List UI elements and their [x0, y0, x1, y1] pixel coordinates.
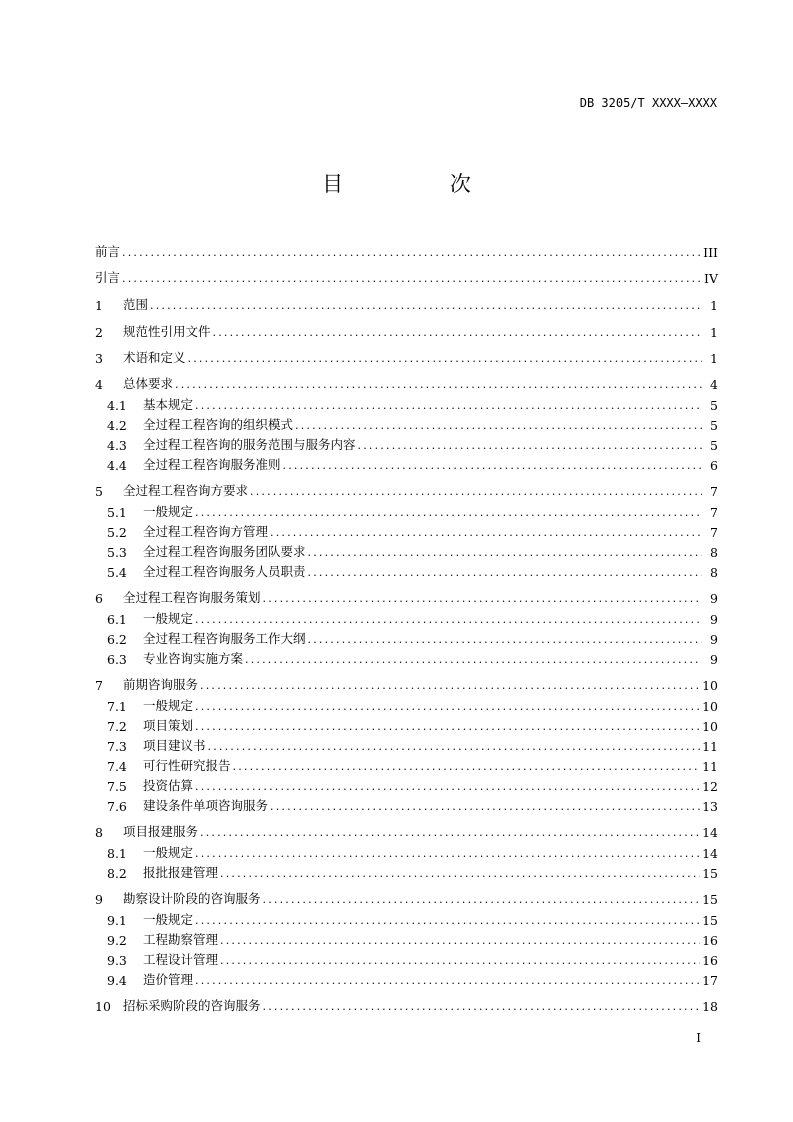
toc-entry-title: 建设条件单项咨询服务	[143, 798, 269, 813]
toc-entry-title: 全过程工程咨询方要求	[123, 483, 249, 498]
toc-entry-title: 规范性引用文件	[123, 324, 211, 339]
toc-entry-number: 8.1	[107, 846, 127, 861]
toc-entry-number: 7.4	[107, 759, 127, 774]
toc-entry-title: 基本规定	[143, 397, 194, 412]
toc-entry-page: 9	[710, 632, 718, 647]
toc-entry-title: 工程设计管理	[143, 952, 219, 967]
toc-entry-title: 项目建议书	[143, 738, 206, 753]
toc-entry[interactable]	[95, 322, 718, 340]
toc-entry-page: 10	[702, 719, 718, 734]
toc-entry[interactable]	[95, 481, 718, 499]
dot-leader	[270, 800, 700, 814]
toc-entry-title: 项目报建服务	[123, 824, 199, 839]
toc-entry[interactable]	[107, 649, 718, 667]
toc-entry[interactable]	[107, 776, 718, 794]
dot-leader	[308, 633, 702, 647]
toc-entry-number: 9.4	[107, 973, 127, 988]
toc-entry-number: 4.2	[107, 418, 127, 433]
toc-entry[interactable]	[95, 374, 718, 392]
toc-entry-number: 6.1	[107, 612, 127, 627]
toc-entry-title: 全过程工程咨询服务准则	[143, 457, 281, 472]
dot-leader	[188, 352, 702, 366]
toc-entry-title: 勘察设计阶段的咨询服务	[123, 891, 261, 906]
toc-entry-number: 8	[95, 825, 103, 840]
toc-entry-page: 17	[702, 973, 718, 988]
toc-entry-number: 7.2	[107, 719, 127, 734]
dot-leader	[195, 780, 700, 794]
toc-entry-number: 5	[95, 484, 103, 499]
toc-entry[interactable]	[95, 242, 718, 260]
toc-entry-number: 5.3	[107, 545, 127, 560]
toc-entry-title: 一般规定	[143, 611, 194, 626]
toc-entry-title: 项目策划	[143, 718, 194, 733]
dot-leader	[270, 526, 702, 540]
toc-entry-page: 5	[710, 398, 718, 413]
document-code: DB 3205/T XXXX—XXXX	[579, 96, 717, 110]
toc-entry-number: 5.4	[107, 565, 127, 580]
dot-leader	[295, 419, 702, 433]
toc-entry-title: 前期咨询服务	[123, 677, 199, 692]
toc-entry-number: 7.6	[107, 799, 127, 814]
toc-entry-page: 18	[702, 999, 718, 1014]
toc-entry-title: 引言	[95, 270, 121, 285]
toc-entry-title: 全过程工程咨询服务团队要求	[143, 544, 306, 559]
toc-entry-title: 专业咨询实施方案	[143, 651, 244, 666]
dot-leader	[195, 720, 700, 734]
dot-leader	[122, 272, 702, 286]
toc-entry-number: 7.1	[107, 699, 127, 714]
dot-leader	[195, 700, 700, 714]
toc-entry-page: 13	[702, 799, 718, 814]
toc-entry-number: 7.3	[107, 739, 127, 754]
dot-leader	[195, 613, 702, 627]
toc-entry[interactable]	[107, 455, 718, 473]
toc-entry-number: 8.2	[107, 866, 127, 881]
toc-entry-title: 全过程工程咨询方管理	[143, 524, 269, 539]
toc-entry-page: 7	[710, 484, 718, 499]
dot-leader	[263, 592, 702, 606]
toc-entry-page: 15	[702, 866, 718, 881]
toc-entry-page: 8	[710, 565, 718, 580]
dot-leader	[195, 399, 702, 413]
toc-entry-page: 1	[710, 351, 718, 366]
toc-entry[interactable]	[107, 910, 718, 928]
dot-leader	[208, 740, 701, 754]
toc-entry-title: 全过程工程咨询服务人员职责	[143, 564, 306, 579]
toc-entry-number: 4	[95, 377, 103, 392]
toc-entry-title: 报批报建管理	[143, 865, 219, 880]
toc-entry-number: 2	[95, 325, 103, 340]
page-number: I	[696, 1031, 701, 1045]
toc-entry-title: 投资估算	[143, 778, 194, 793]
toc-entry-page: 9	[710, 612, 718, 627]
toc-entry-number: 3	[95, 351, 103, 366]
toc-entry[interactable]	[107, 796, 718, 814]
toc-entry-page: 8	[710, 545, 718, 560]
dot-leader	[233, 760, 701, 774]
toc-entry[interactable]	[107, 522, 718, 540]
toc-title: 目 次	[322, 172, 521, 196]
toc-entry[interactable]	[107, 863, 718, 881]
toc-entry-number: 6	[95, 591, 103, 606]
toc-entry-page: 4	[710, 377, 718, 392]
dot-leader	[308, 546, 702, 560]
toc-entry-number: 9	[95, 892, 103, 907]
toc-entry-number: 9.3	[107, 953, 127, 968]
toc-entry-number: 6.3	[107, 652, 127, 667]
toc-entry[interactable]	[107, 716, 718, 734]
toc-entry-page: 10	[702, 699, 718, 714]
toc-entry-page: 9	[710, 591, 718, 606]
dot-leader	[200, 826, 700, 840]
toc-entry[interactable]	[95, 996, 718, 1014]
toc-entry[interactable]	[107, 950, 718, 968]
toc-entry[interactable]	[107, 542, 718, 560]
toc-entry[interactable]	[95, 268, 718, 286]
toc-entry[interactable]	[107, 970, 718, 988]
toc-entry-title: 全过程工程咨询服务策划	[123, 590, 261, 605]
toc-entry-number: 5.2	[107, 525, 127, 540]
toc-entry-title: 可行性研究报告	[143, 758, 231, 773]
toc-entry-page: 12	[702, 779, 718, 794]
toc-entry[interactable]	[107, 756, 718, 774]
toc-entry-page: 5	[710, 438, 718, 453]
toc-entry-page: 16	[702, 933, 718, 948]
toc-entry[interactable]	[107, 395, 718, 413]
toc-entry-title: 工程勘察管理	[143, 932, 219, 947]
toc-entry-number: 1	[95, 298, 103, 313]
dot-leader	[308, 566, 702, 580]
toc-entry-page: IV	[704, 271, 718, 286]
toc-entry-title: 全过程工程咨询服务工作大纲	[143, 631, 306, 646]
toc-entry[interactable]	[95, 822, 718, 840]
toc-entry-page: 5	[710, 418, 718, 433]
dot-leader	[122, 246, 701, 260]
toc-entry-number: 4.1	[107, 398, 127, 413]
toc-entry-page: 6	[710, 458, 718, 473]
toc-entry-title: 全过程工程咨询的服务范围与服务内容	[143, 437, 356, 452]
toc-entry[interactable]	[107, 609, 718, 627]
dot-leader	[245, 653, 702, 667]
toc-entry-page: 15	[702, 913, 718, 928]
toc-entry-number: 4.4	[107, 458, 127, 473]
toc-entry-title: 前言	[95, 244, 121, 259]
dot-leader	[220, 954, 700, 968]
toc-entry-number: 10	[95, 999, 111, 1014]
toc-entry-page: 1	[710, 298, 718, 313]
toc-entry-page: 9	[710, 652, 718, 667]
toc-entry-number: 9.2	[107, 933, 127, 948]
dot-leader	[175, 378, 702, 392]
toc-entry[interactable]	[107, 629, 718, 647]
dot-leader	[150, 299, 702, 313]
toc-entry[interactable]	[95, 889, 718, 907]
toc-entry-number: 6.2	[107, 632, 127, 647]
toc-entry-title: 范围	[123, 297, 149, 312]
toc-entry-number: 9.1	[107, 913, 127, 928]
dot-leader	[250, 485, 702, 499]
toc-entry[interactable]	[95, 348, 718, 366]
toc-entry-title: 术语和定义	[123, 350, 186, 365]
dot-leader	[263, 893, 701, 907]
dot-leader	[195, 974, 700, 988]
toc-entry-page: 14	[702, 846, 718, 861]
toc-entry[interactable]	[95, 295, 718, 313]
toc-entry[interactable]	[107, 435, 718, 453]
toc-entry-number: 7.5	[107, 779, 127, 794]
toc-entry-page: 11	[702, 759, 718, 774]
toc-entry-page: 7	[710, 505, 718, 520]
toc-entry-page: III	[703, 245, 718, 260]
toc-entry-number: 5.1	[107, 505, 127, 520]
dot-leader	[283, 459, 702, 473]
toc-entry-title: 一般规定	[143, 912, 194, 927]
dot-leader	[358, 439, 702, 453]
toc-entry[interactable]	[95, 588, 718, 606]
toc-entry-title: 总体要求	[123, 376, 174, 391]
toc-entry-page: 7	[710, 525, 718, 540]
toc-entry-number: 4.3	[107, 438, 127, 453]
dot-leader	[200, 679, 700, 693]
toc-entry-page: 10	[702, 678, 718, 693]
dot-leader	[195, 506, 702, 520]
dot-leader	[195, 914, 700, 928]
toc-entry-page: 1	[710, 325, 718, 340]
toc-entry-title: 一般规定	[143, 698, 194, 713]
toc-entry-page: 16	[702, 953, 718, 968]
toc-entry-page: 11	[702, 739, 718, 754]
toc-entry-title: 一般规定	[143, 504, 194, 519]
toc-entry-title: 一般规定	[143, 845, 194, 860]
toc-entry[interactable]	[107, 736, 718, 754]
toc-entry-title: 造价管理	[143, 972, 194, 987]
dot-leader	[263, 1000, 701, 1014]
toc-entry-number: 7	[95, 678, 103, 693]
toc-entry[interactable]	[107, 930, 718, 948]
toc-entry[interactable]	[107, 502, 718, 520]
toc-entry[interactable]	[107, 696, 718, 714]
dot-leader	[220, 934, 700, 948]
dot-leader	[195, 847, 700, 861]
dot-leader	[220, 867, 700, 881]
toc-entry[interactable]	[95, 675, 718, 693]
toc-entry-page: 14	[702, 825, 718, 840]
toc-entry[interactable]	[107, 843, 718, 861]
toc-entry[interactable]	[107, 415, 718, 433]
toc-entry[interactable]	[107, 562, 718, 580]
toc-entry-title: 全过程工程咨询的组织模式	[143, 417, 294, 432]
toc-entry-page: 15	[702, 892, 718, 907]
dot-leader	[213, 326, 702, 340]
toc-entry-title: 招标采购阶段的咨询服务	[123, 998, 261, 1013]
